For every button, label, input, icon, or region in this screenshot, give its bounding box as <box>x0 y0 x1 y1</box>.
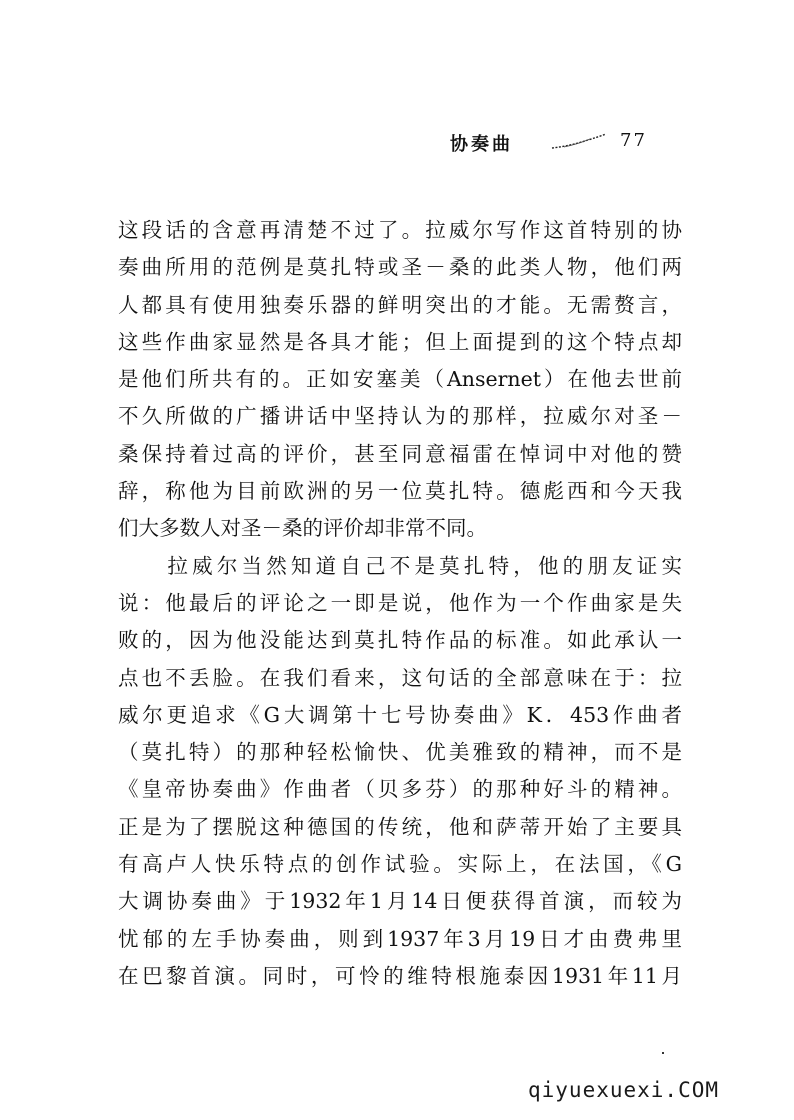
page-number: 77 <box>620 130 647 151</box>
text-line: （莫扎特）的那种轻松愉快、优美雅致的精神，而不是 <box>118 740 682 765</box>
text-line: 桑保持着过高的评价，甚至同意福雷在悼词中对他的赞 <box>118 441 682 466</box>
text-line: 正是为了摆脱这种德国的传统，他和萨蒂开始了主要具 <box>118 814 682 839</box>
running-header <box>450 130 690 160</box>
text-line: 人都具有使用独奏乐器的鲜明突出的才能。无需赘言， <box>118 292 682 317</box>
section-title: 协奏曲 <box>450 134 513 155</box>
text-line: 们大多数人对圣－桑的评价却非常不同。 <box>118 516 487 541</box>
text-line: 奏曲所用的范例是莫扎特或圣－桑的此类人物，他们两 <box>118 255 682 280</box>
body-text <box>118 212 682 995</box>
scan-speck <box>662 1052 664 1054</box>
text-line: 败的，因为他没能达到莫扎特作品的标准。如此承认一 <box>118 628 682 653</box>
text-line: 威尔更追求《G大调第十七号协奏曲》K．453作曲者 <box>118 702 682 727</box>
site-watermark: qiyuexuexi.COM <box>528 1078 720 1102</box>
text-line: 说：他最后的评论之一即是说，他作为一个作曲家是失 <box>118 590 682 615</box>
text-line: 在巴黎首演。同时，可怜的维特根施泰因1931年11月 <box>118 963 682 988</box>
text-line: 点也不丢脸。在我们看来，这句话的全部意味在于：拉 <box>118 665 682 690</box>
text-line: 这些作曲家显然是各具才能；但上面提到的这个特点却 <box>118 329 682 354</box>
text-line: 辞，称他为目前欧洲的另一位莫扎特。德彪西和今天我 <box>118 479 682 504</box>
text-line: 不久所做的广播讲话中坚持认为的那样，拉威尔对圣－ <box>118 404 682 429</box>
text-line: 这段话的含意再清楚不过了。拉威尔写作这首特别的协 <box>118 218 682 242</box>
text-line: 是他们所共有的。正如安塞美（Ansernet）在他去世前 <box>118 367 682 392</box>
text-line: 拉威尔当然知道自己不是莫扎特，他的朋友证实 <box>118 553 682 578</box>
text-line: 有高卢人快乐特点的创作试验。实际上，在法国，《G <box>118 852 682 877</box>
text-line: 忧郁的左手协奏曲，则到1937年3月19日才由费弗里 <box>118 926 682 951</box>
text-line: 大调协奏曲》于1932年1月14日便获得首演，而较为 <box>118 889 682 914</box>
text-line: 《皇帝协奏曲》作曲者（贝多芬）的那种好斗的精神。 <box>118 777 682 802</box>
ornament-icon <box>550 132 610 152</box>
